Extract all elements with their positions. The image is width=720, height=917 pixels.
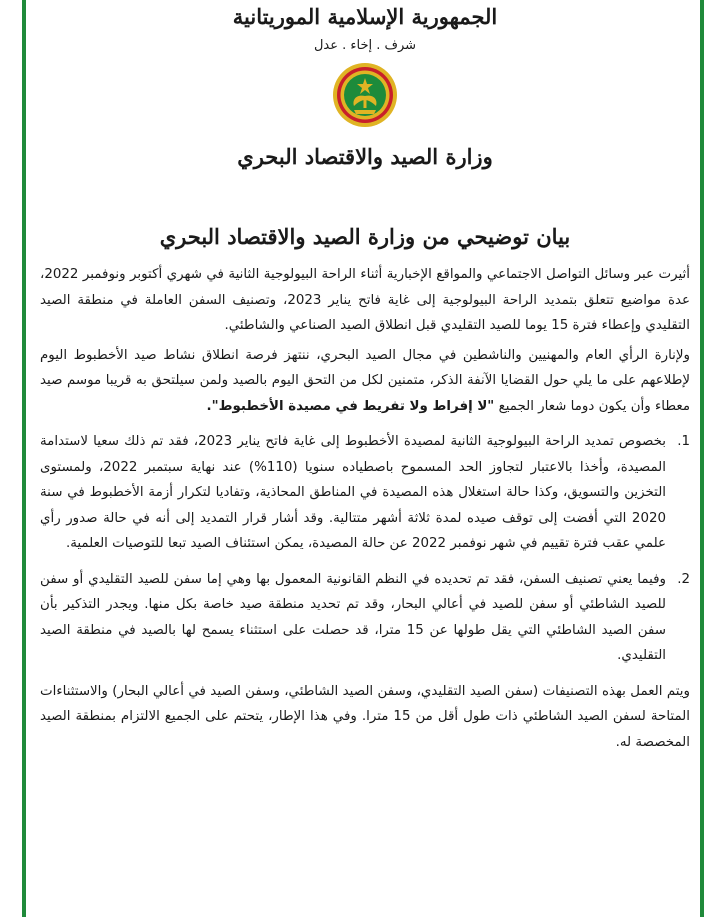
point-number: 1. bbox=[677, 434, 690, 449]
list-item bbox=[40, 567, 690, 669]
point-number: 2. bbox=[677, 571, 690, 587]
document-title: بيان توضيحي من وزارة الصيد والاقتصاد البحري bbox=[159, 224, 571, 249]
right-green-border bbox=[700, 0, 704, 917]
statement-body bbox=[40, 262, 690, 761]
closing-paragraph: ويتم العمل بهذه التصنيفات (سفن الصيد التقليدي، وسفن الصيد الشاطئي، وسفن الصيد في أعالي البحار) والاستثناءات المتاحة لسفن الصيد الشاطئي ذات طول أقل من 15 مترا. وفي هذا الإطار، يتحتم على الجميع الالتزام بمنطقة الصيد المخصصة له. bbox=[40, 683, 690, 750]
national-seal-icon bbox=[332, 62, 398, 128]
left-green-border bbox=[22, 0, 26, 917]
ministry-name: وزارة الصيد والاقتصاد البحري bbox=[237, 144, 493, 169]
country-name: الجمهورية الإسلامية الموريتانية bbox=[232, 4, 498, 29]
document-page bbox=[30, 0, 700, 917]
list-item bbox=[40, 429, 690, 557]
second-paragraph bbox=[40, 343, 690, 420]
slogan-text: "لا إفراط ولا تفريط في مصيدة الأخطبوط". bbox=[206, 398, 495, 414]
point-text: بخصوص تمديد الراحة البيولوجية الثانية لمصيدة الأخطبوط إلى غاية فاتح يناير 2023، فقد تم ذلك سعيا لاستدامة المصيدة، وأخذا بالاعتبار لتجاوز الحد المسموح باصطياده سنويا (110%) عند نهاية سبتمبر 2022، ولمستوى التخزين والتسويق، وكذا حالة استغلال هذه المصيدة في المناطق المحاذية، وتفاديا لتكرار أزمة الأخطبوط في سنة 2020 التي أفضت إلى توقف صيده لمدة ثلاثة أشهر متتالية. وقد أشار قرار التمديد إلى أنه في حالة صدور رأي علمي عقب فترة تقييم في شهر نوفمبر 2022 عن حالة المصيدة، يمكن استئناف الصيد تبعا للتوصيات العلمية. bbox=[40, 434, 666, 551]
national-motto: شرف . إخاء . عدل bbox=[313, 38, 417, 53]
second-paragraph-text: ولإنارة الرأي العام والمهنيين والناشطين في مجال الصيد البحري، ننتهز فرصة انطلاق نشاط صيد الأخطبوط اليوم لإطلاعهم على ما يلي حول القضايا الآنفة الذكر، متمنين لكل من التحق اليوم بالصيد ولمن سيلتحق به قريبا موسم صيد معطاء وأن يكون دوما شعار الجميع bbox=[40, 347, 690, 414]
point-text: وفيما يعني تصنيف السفن، فقد تم تحديده في النظم القانونية المعمول بها وهي إما سفن للصيد التقليدي أو سفن للصيد الشاطئي أو سفن للصيد في أعالي البحار، وقد تم تحديد منطقة صيد خاصة بكل منها. ويجدر التذكير بأن سفن الصيد الشاطئي التي يقل طولها عن 15 مترا، قد حصلت على استثناء يسمح لها بالصيد في منطقة الصيد التقليدي. bbox=[40, 571, 666, 663]
intro-paragraph: أثيرت عبر وسائل التواصل الاجتماعي والمواقع الإخبارية أثناء الراحة البيولوجية الثانية في شهري أكتوبر ونوفمبر 2022، عدة مواضيع تتعلق بتمديد الراحة البيولوجية إلى غاية فاتح يناير 2023، وتصنيف السفن العاملة في منطقة الصيد التقليدي وإعطاء فترة 15 يوما للصيد التقليدي قبل انطلاق الصيد الصناعي والشاطئي. bbox=[40, 267, 690, 333]
